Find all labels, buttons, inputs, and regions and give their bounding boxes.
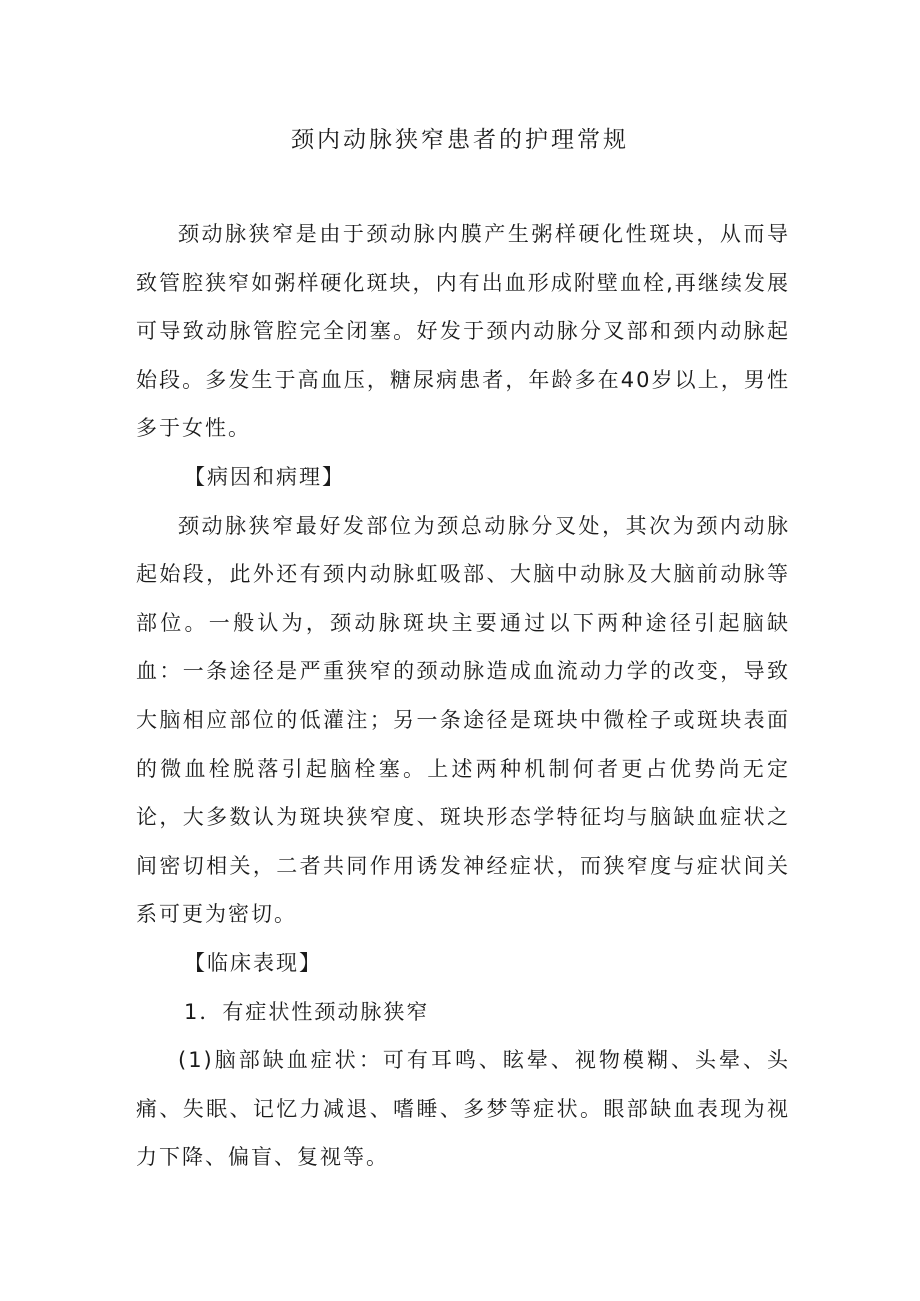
document-title: 颈内动脉狭窄患者的护理常规 [291, 127, 629, 153]
clinical-item-1-1: (1)脑部缺血症状：可有耳鸣、眩晕、视物模糊、头晕、头痛、失眠、记忆力减退、嗜睡、多梦等症状。眼部缺血表现为视力下降、偏盲、复视等。 [136, 1048, 790, 1170]
section-heading-clinical: 【临床表现】 [184, 950, 322, 975]
intro-paragraph: 颈动脉狭窄是由于颈动脉内膜产生粥样硬化性斑块，从而导致管腔狭窄如粥样硬化斑块，内有出血形成附壁血栓,再继续发展可导致动脉管腔完全闭塞。好发于颈内动脉分叉部和颈内动脉起始段。多发生于高血压，糖尿病患者，年龄多在40岁以上，男性多于女性。 [136, 222, 790, 441]
section-heading-cause: 【病因和病理】 [184, 464, 345, 489]
clinical-item-1: 1．有症状性颈动脉狭窄 [184, 999, 430, 1024]
document-body [136, 210, 790, 1182]
cause-paragraph: 颈动脉狭窄最好发部位为颈总动脉分叉处，其次为颈内动脉起始段，此外还有颈内动脉虹吸部、大脑中动脉及大脑前动脉等部位。一般认为，颈动脉斑块主要通过以下两种途径引起脑缺血：一条途径是严重狭窄的颈动脉造成血流动力学的改变，导致大脑相应部位的低灌注；另一条途径是斑块中微栓子或斑块表面的微血栓脱落引起脑栓塞。上述两种机制何者更占优势尚无定论，大多数认为斑块狭窄度、斑块形态学特征均与脑缺血症状之间密切相关，二者共同作用诱发神经症状，而狭窄度与症状间关系可更为密切。 [136, 513, 790, 927]
